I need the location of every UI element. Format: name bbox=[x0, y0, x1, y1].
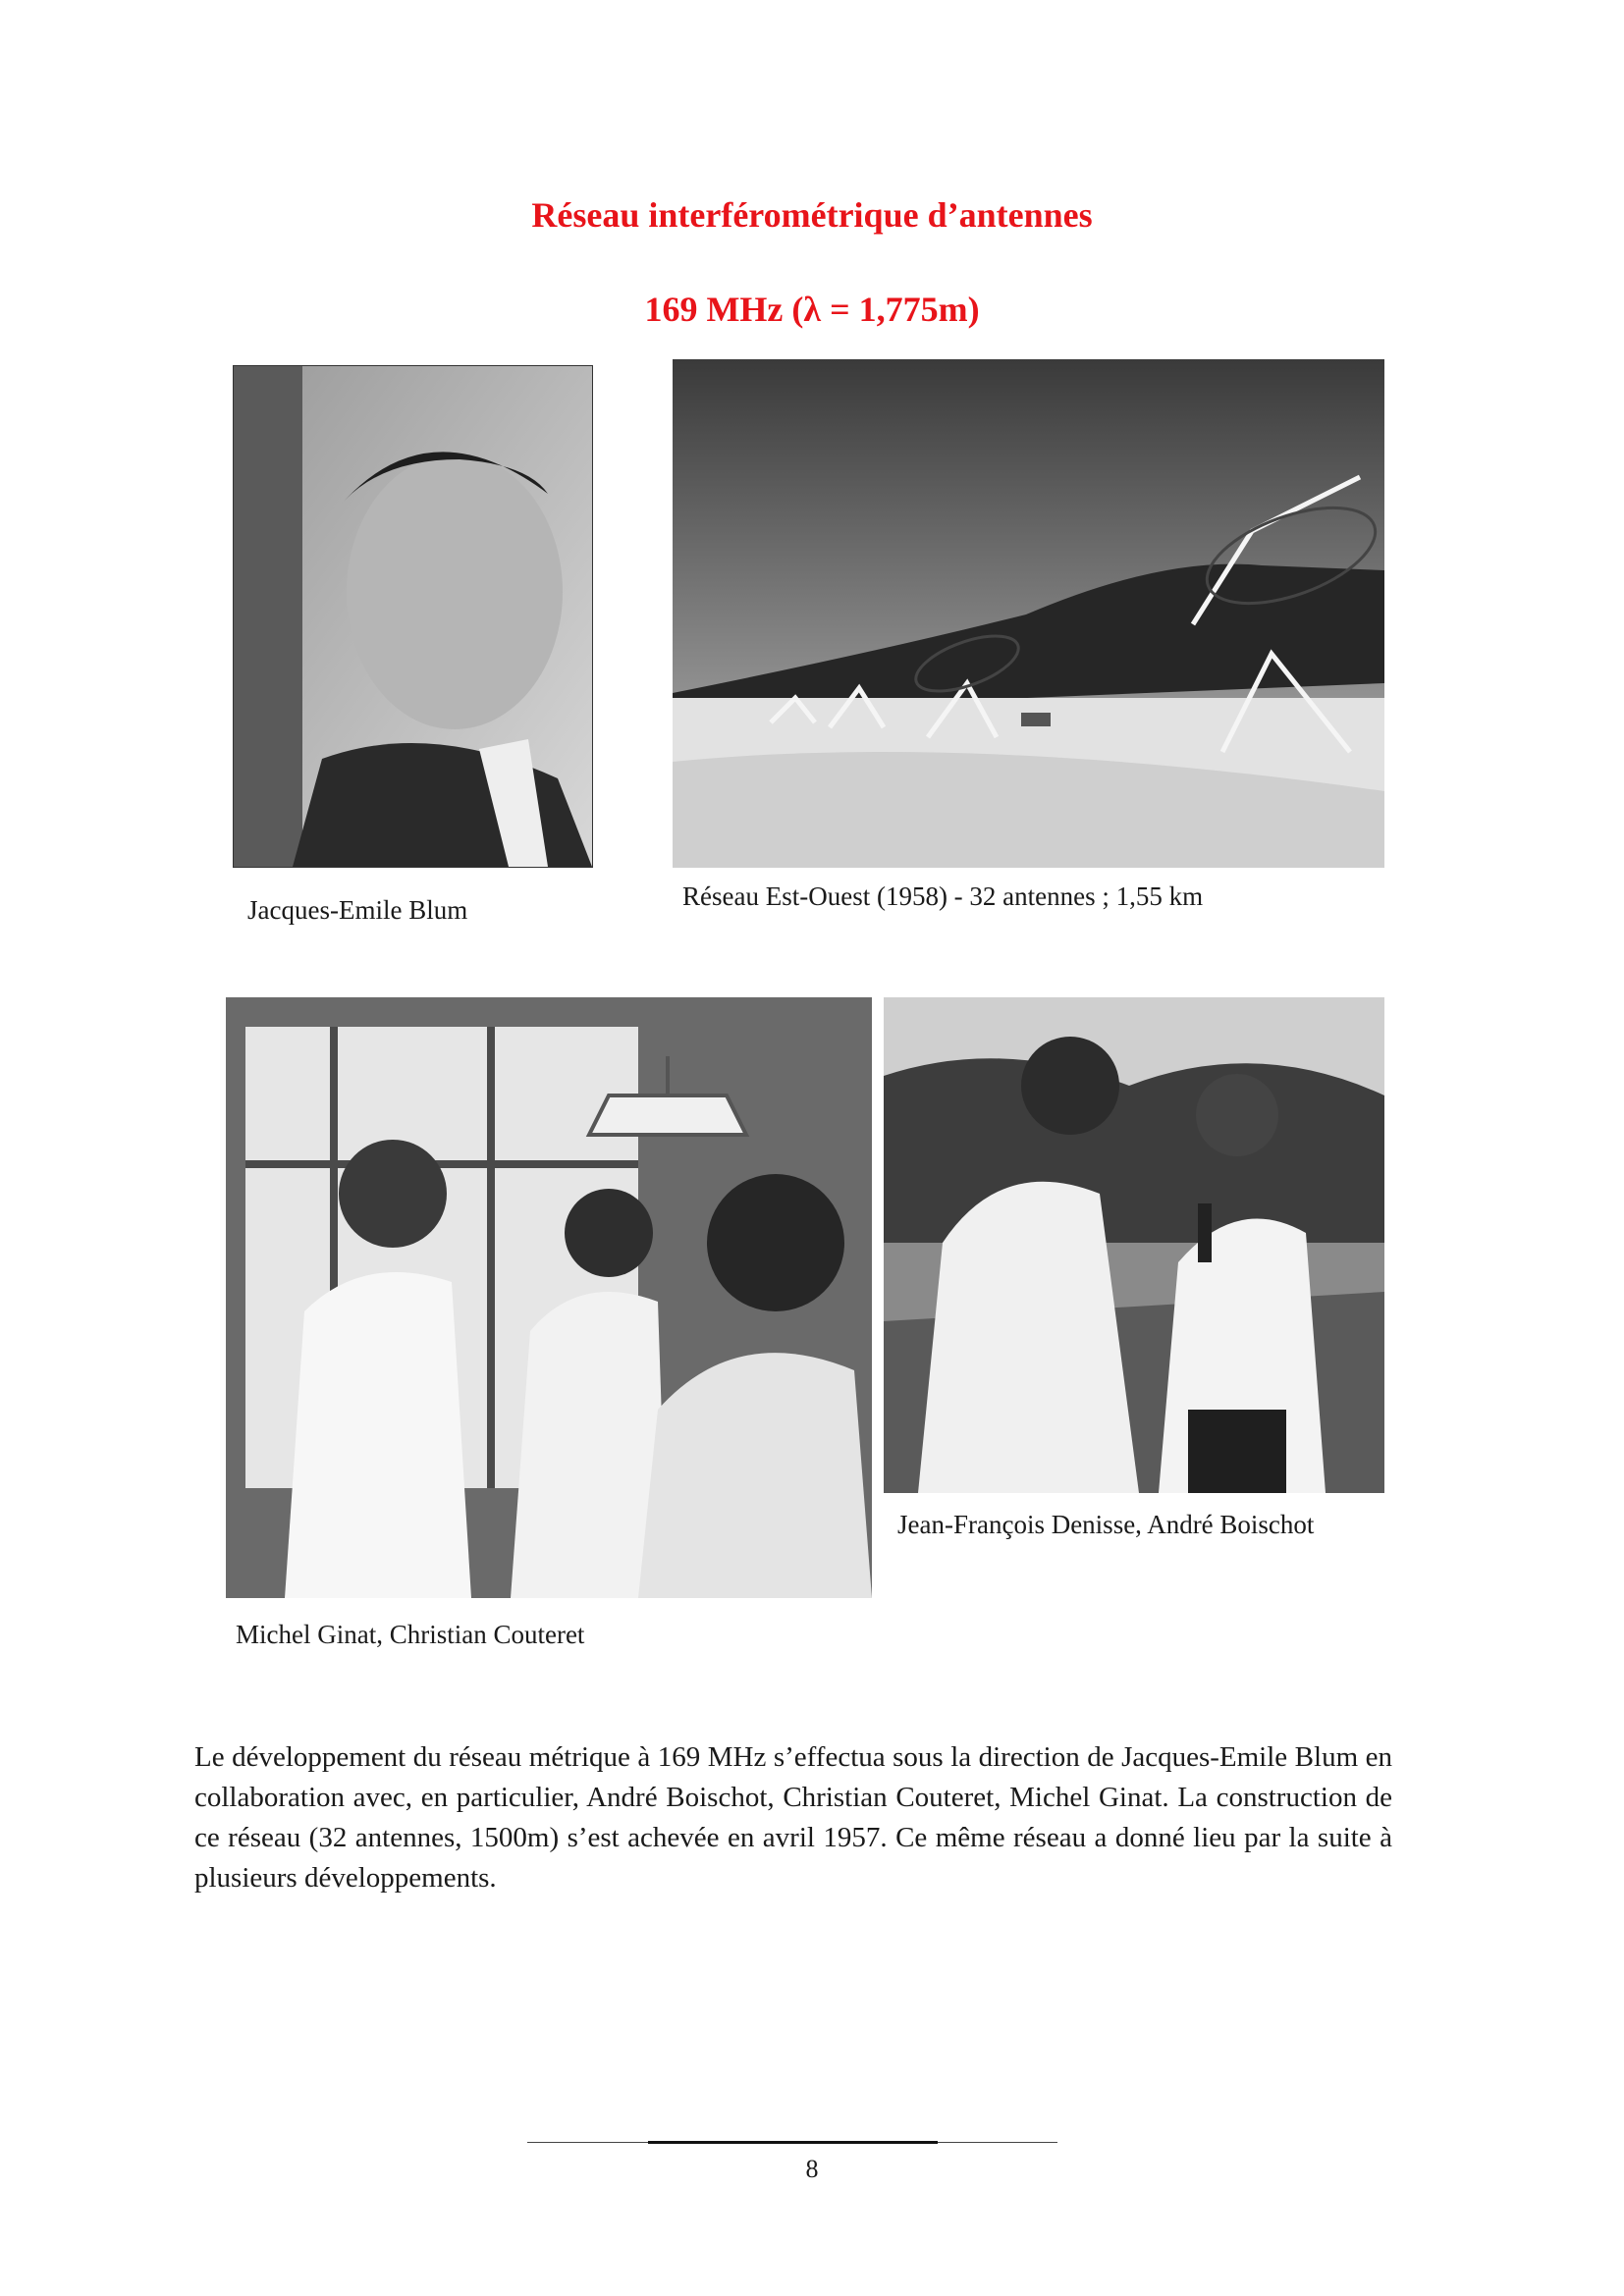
page-number: 8 bbox=[805, 2155, 819, 2183]
photo-denisse-boischot bbox=[884, 997, 1384, 1493]
photo-ginat-couteret bbox=[226, 997, 872, 1598]
caption-denisse-boischot: Jean-François Denisse, André Boischot bbox=[897, 1510, 1315, 1539]
body-paragraph: Le développement du réseau métrique à 169 MHz s’effectua sous la direction de Jacques-Emile Blum en collaboration avec, en particulier, André Boischot, Christian Couteret, Michel Ginat. La construction de ce réseau (32 antennes, 1500m) s’est achevée en avril 1957. Ce même réseau a donné lieu par la suite à plusieurs développements. bbox=[194, 1741, 1392, 1894]
portrait-photo-blum bbox=[233, 365, 593, 868]
caption-ginat-couteret: Michel Ginat, Christian Couteret bbox=[236, 1620, 585, 1649]
footer-rule-accent bbox=[648, 2141, 938, 2144]
caption-array: Réseau Est-Ouest (1958) - 32 antennes ; 1,55 km bbox=[682, 881, 1204, 911]
document-title: Réseau interférométrique d’antennes bbox=[531, 195, 1093, 235]
document-subtitle: 169 MHz (λ = 1,775m) bbox=[644, 290, 980, 329]
antenna-array-photo bbox=[673, 359, 1384, 868]
caption-blum: Jacques-Emile Blum bbox=[247, 895, 468, 925]
